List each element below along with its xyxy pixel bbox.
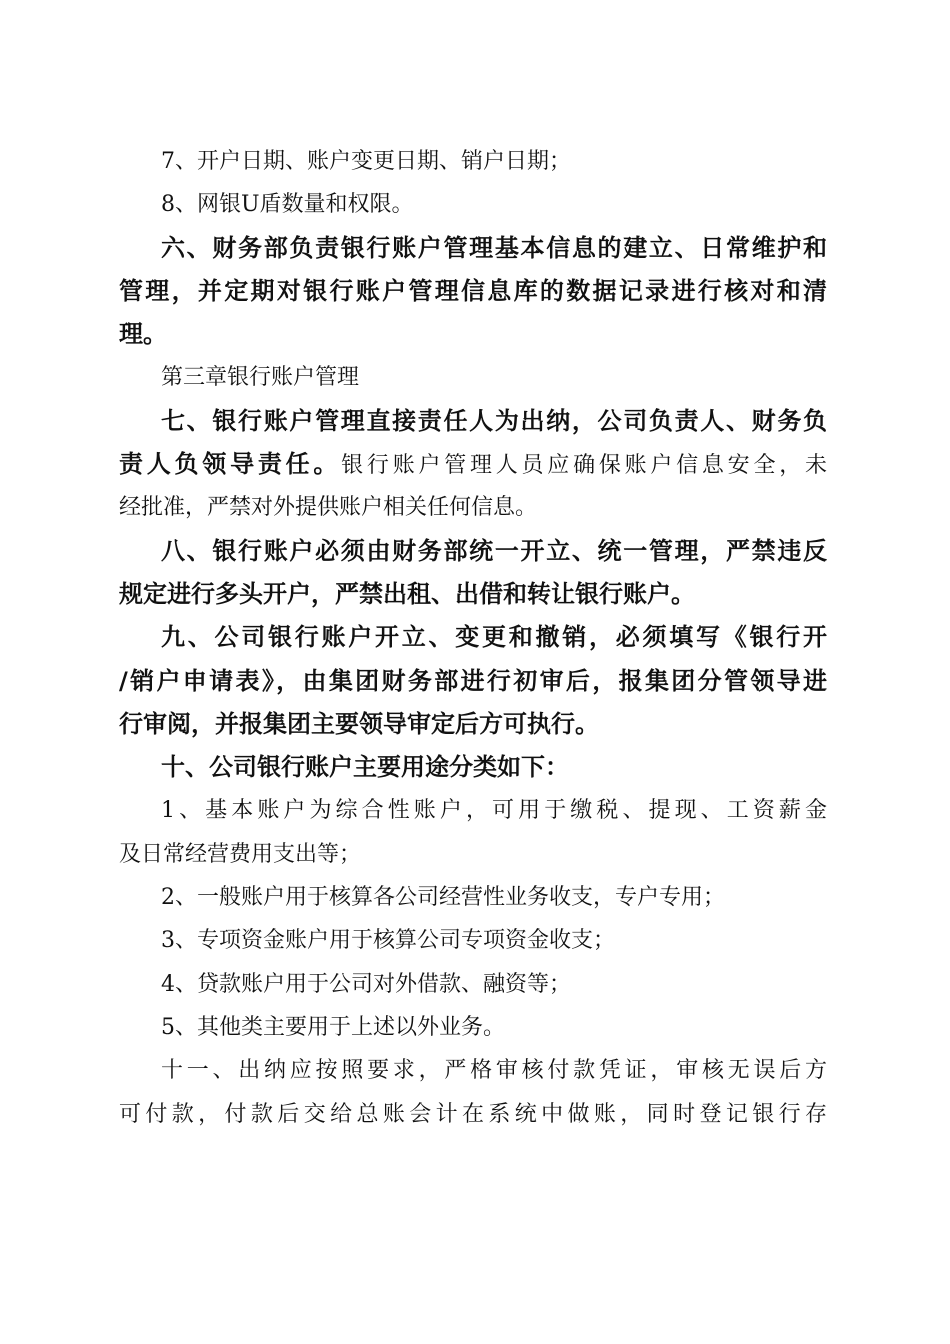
list-item-7: 7、开户日期、账户变更日期、销户日期；	[161, 149, 571, 174]
clause-9-line-2: /销户申请表》，由集团财务部进行初审后，报集团分管领导进	[119, 666, 827, 695]
clause-7-light-segment: 银行账户管理人员应确保账户信息安全，未	[341, 453, 827, 479]
clause-11-line-2: 可付款，付款后交给总账会计在系统中做账，同时登记银行存	[119, 1101, 827, 1127]
clause-8-line-2: 规定进行多头开户，严禁出租、出借和转让银行账户。	[119, 579, 695, 608]
clause-6-line-3: 理。	[119, 320, 167, 349]
clause-7-bold-segment: 责人负领导责任。	[119, 450, 342, 479]
clause-6-line-1: 六、财务部负责银行账户管理基本信息的建立、日常维护和	[161, 233, 827, 262]
usage-item-3: 3、专项资金账户用于核算公司专项资金收支；	[161, 928, 615, 954]
chapter-heading: 第三章银行账户管理	[161, 365, 360, 391]
clause-7-line-1: 七、银行账户管理直接责任人为出纳，公司负责人、财务负	[161, 406, 827, 435]
list-item-8: 8、网银U盾数量和权限。	[161, 192, 414, 218]
clause-8-line-1: 八、银行账户必须由财务部统一开立、统一管理，严禁违反	[161, 536, 827, 565]
clause-6-line-2: 管理，并定期对银行账户管理信息库的数据记录进行核对和清	[119, 276, 827, 305]
clause-11-line-1: 十一、出纳应按照要求，严格审核付款凭证，审核无误后方	[161, 1058, 827, 1084]
usage-item-1-line-2: 及日常经营费用支出等；	[119, 841, 362, 867]
clause-7-line-2	[119, 443, 827, 486]
clause-9-line-3: 行审阅，并报集团主要领导审定后方可执行。	[119, 709, 599, 738]
clause-7-line-3: 经批准，严禁对外提供账户相关任何信息。	[119, 495, 538, 521]
clause-9-line-1: 九、公司银行账户开立、变更和撤销，必须填写《银行开	[161, 623, 827, 652]
usage-item-4: 4、贷款账户用于公司对外借款、融资等；	[161, 971, 571, 997]
usage-item-1-line-1: 1、基本账户为综合性账户，可用于缴税、提现、工资薪金	[161, 798, 827, 824]
clause-10-heading: 十、公司银行账户主要用途分类如下：	[161, 753, 569, 782]
usage-item-5: 5、其他类主要用于上述以外业务。	[161, 1014, 505, 1040]
document-body	[119, 140, 827, 1136]
usage-item-2: 2、一般账户用于核算各公司经营性业务收支，专户专用；	[161, 885, 725, 911]
